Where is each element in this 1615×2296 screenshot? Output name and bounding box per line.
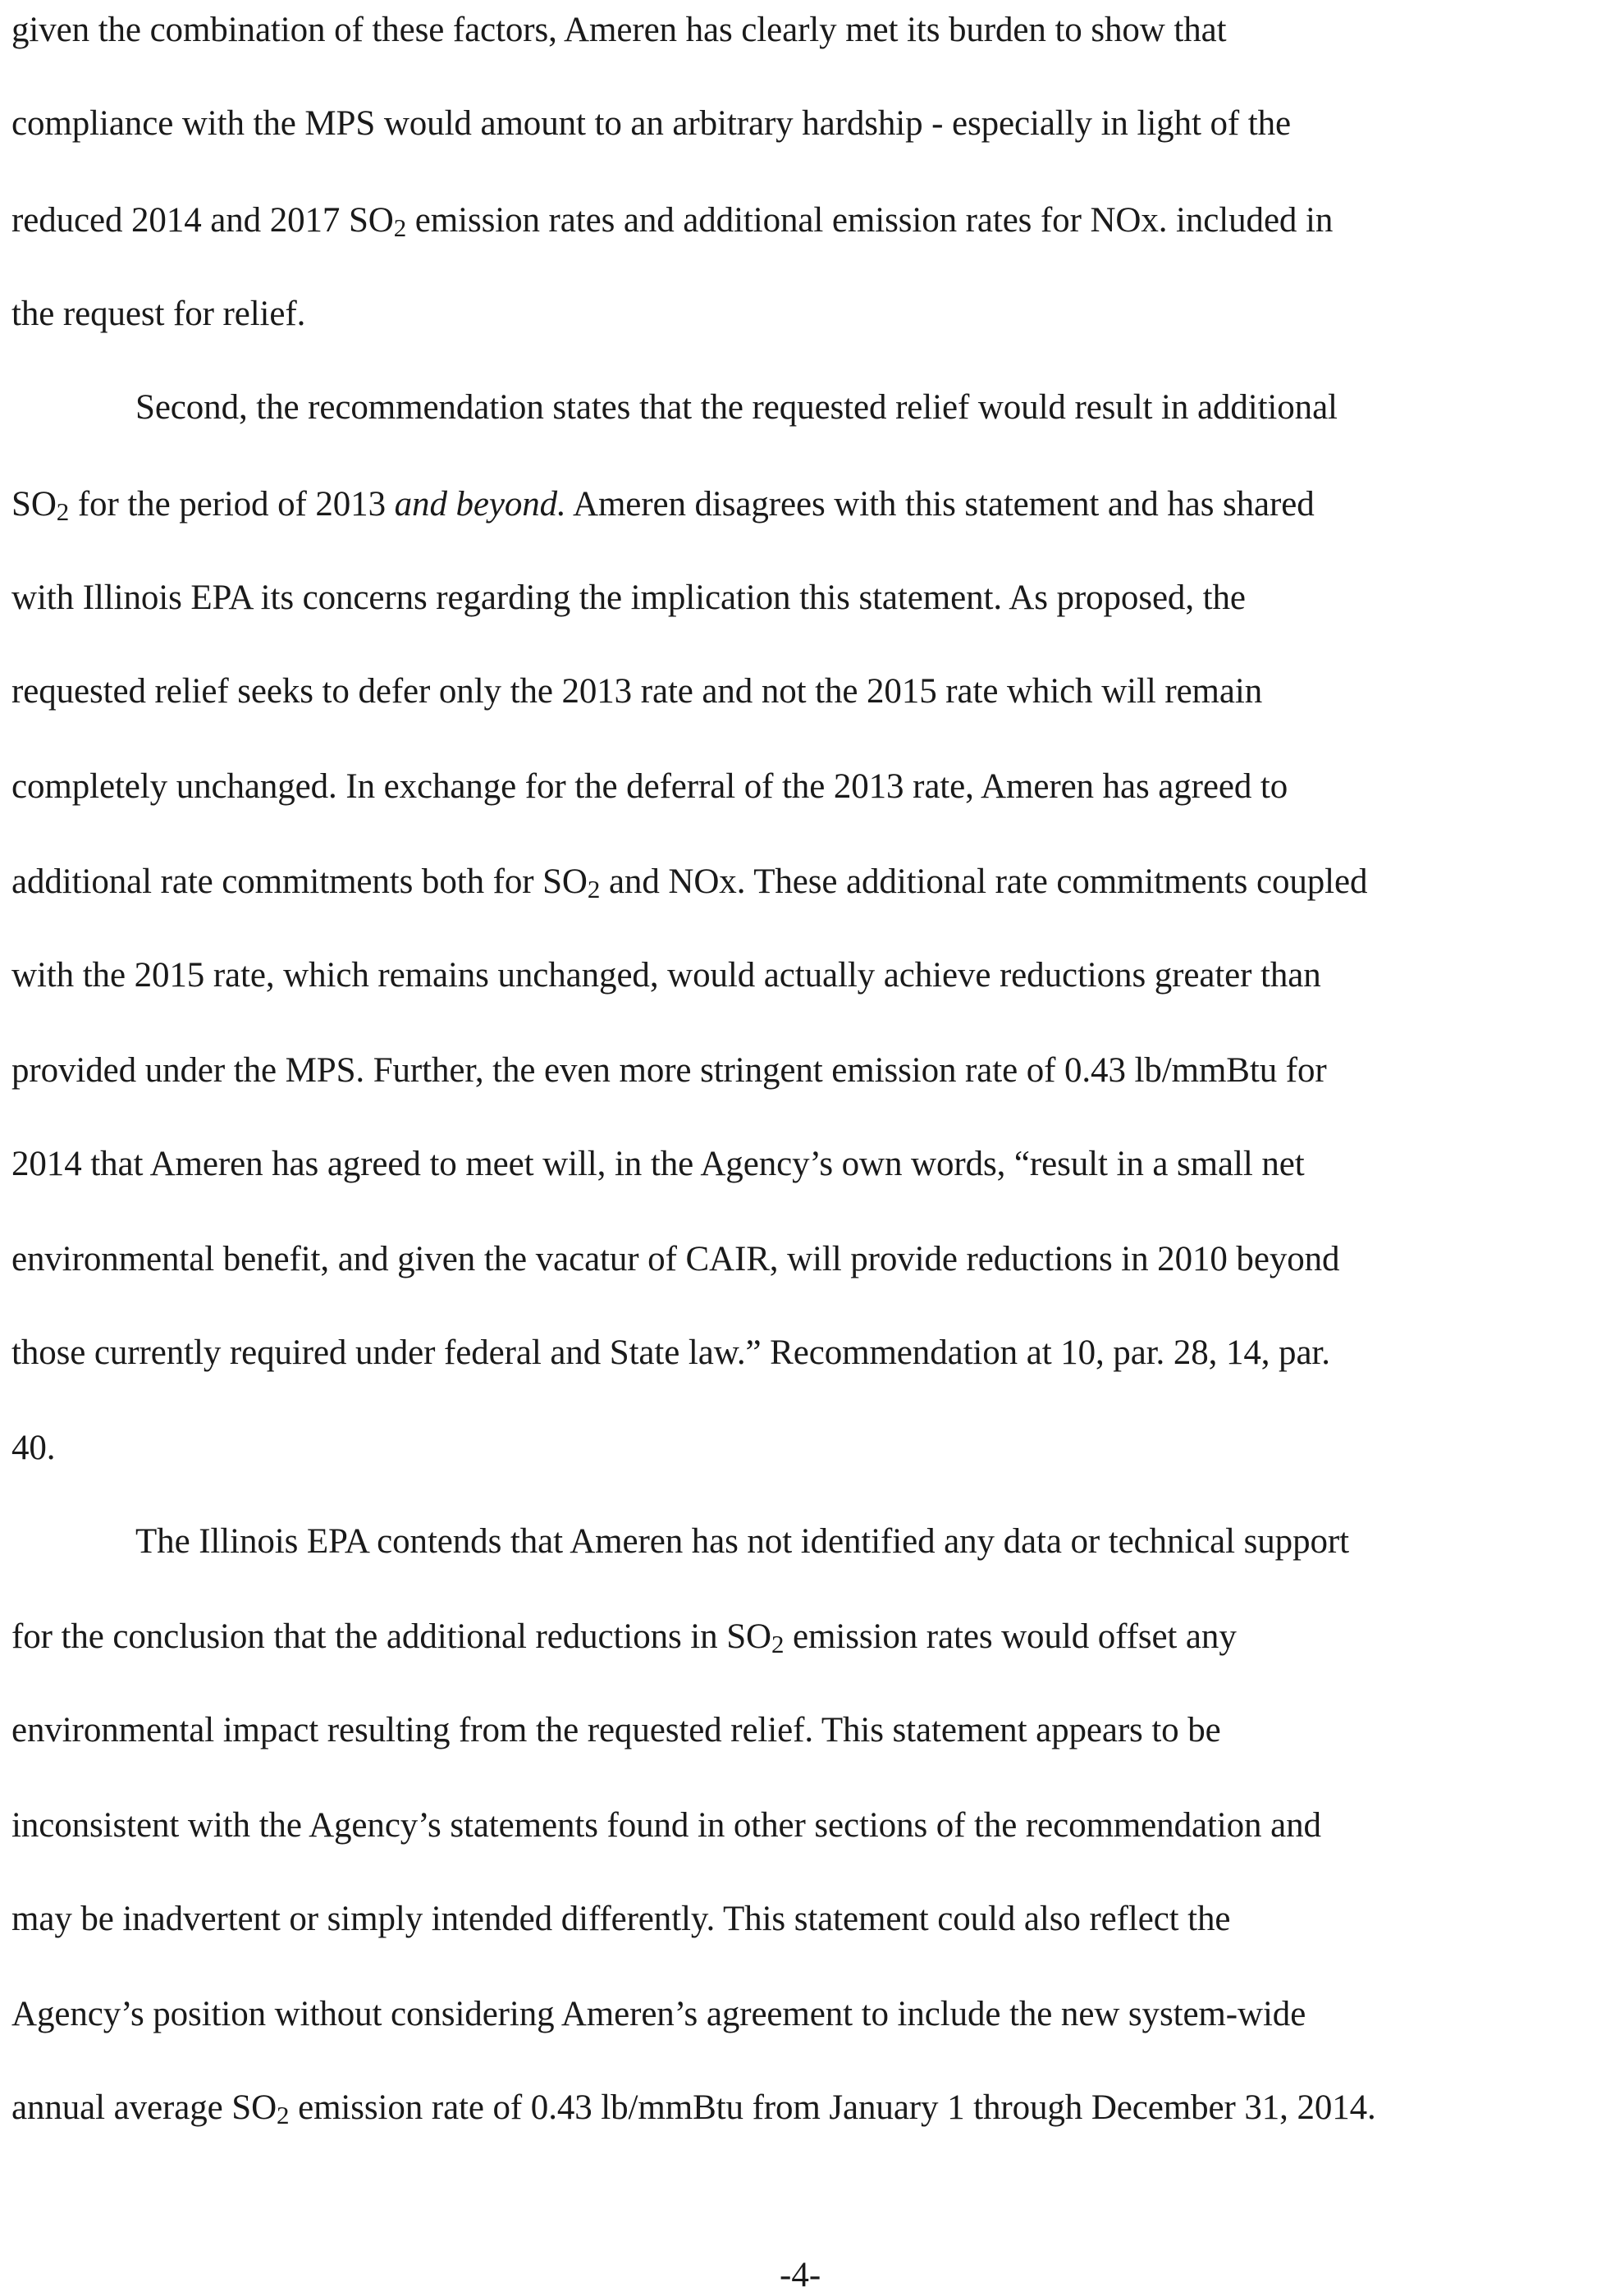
paragraph-1-line-3: reduced 2014 and 2017 $SO_2$ emission rates and additional emission rates for NOx. included in <box>11 201 1334 242</box>
paragraph-2-line-1: Second, the recommendation states that the requested relief would result in additional <box>135 388 1338 427</box>
page-number: -4- <box>780 2256 821 2294</box>
paragraph-2-line-3: with Illinois EPA its concerns regarding the implication this statement. As proposed, the <box>11 579 1246 617</box>
paragraph-2-line-11: those currently required under federal and State law.” Recommendation at 10, par. 28, 14, par. <box>11 1333 1330 1372</box>
paragraph-2-line-12: 40. <box>11 1429 56 1467</box>
paragraph-1-line-1: given the combination of these factors, Ameren has clearly met its burden to show that <box>11 11 1227 49</box>
paragraph-1-line-4: the request for relief. <box>11 295 306 333</box>
paragraph-1-line-2: compliance with the MPS would amount to an arbitrary hardship - especially in light of the <box>11 104 1291 143</box>
paragraph-2-line-2: $SO_2$ for the period of 2013 and beyond. Ameren disagrees with this statement and has shared <box>11 485 1315 526</box>
paragraph-3-line-3: environmental impact resulting from the requested relief. This statement appears to be <box>11 1711 1221 1749</box>
paragraph-3-line-2: for the conclusion that the additional reductions in $SO_2$ emission rates would offset any <box>11 1617 1237 1658</box>
paragraph-2-line-4: requested relief seeks to defer only the 2013 rate and not the 2015 rate which will remain <box>11 672 1263 711</box>
paragraph-3-line-5: may be inadvertent or simply intended differently. This statement could also reflect the <box>11 1900 1231 1938</box>
paragraph-2-line-7: with the 2015 rate, which remains unchanged, would actually achieve reductions greater than <box>11 956 1321 995</box>
paragraph-3-line-7: annual average $SO_2$ emission rate of 0.43 lb/mmBtu from January 1 through December 31, 2014. <box>11 2088 1376 2129</box>
paragraph-3-line-4: inconsistent with the Agency’s statements found in other sections of the recommendation and <box>11 1806 1321 1845</box>
paragraph-2-line-9: 2014 that Ameren has agreed to meet will, in the Agency’s own words, “result in a small net <box>11 1145 1305 1183</box>
paragraph-2-line-6: additional rate commitments both for $SO_2$ and NOx. These additional rate commitments coupled <box>11 862 1368 903</box>
paragraph-3-line-6: Agency’s position without considering Ameren’s agreement to include the new system-wide <box>11 1995 1306 2033</box>
paragraph-2-line-10: environmental benefit, and given the vacatur of CAIR, will provide reductions in 2010 beyond <box>11 1240 1340 1278</box>
paragraph-2-line-8: provided under the MPS. Further, the even more stringent emission rate of 0.43 lb/mmBtu for <box>11 1051 1327 1090</box>
paragraph-2-line-5: completely unchanged. In exchange for the deferral of the 2013 rate, Ameren has agreed to <box>11 767 1288 806</box>
paragraph-3-line-1: The Illinois EPA contends that Ameren has not identified any data or technical support <box>135 1522 1349 1561</box>
